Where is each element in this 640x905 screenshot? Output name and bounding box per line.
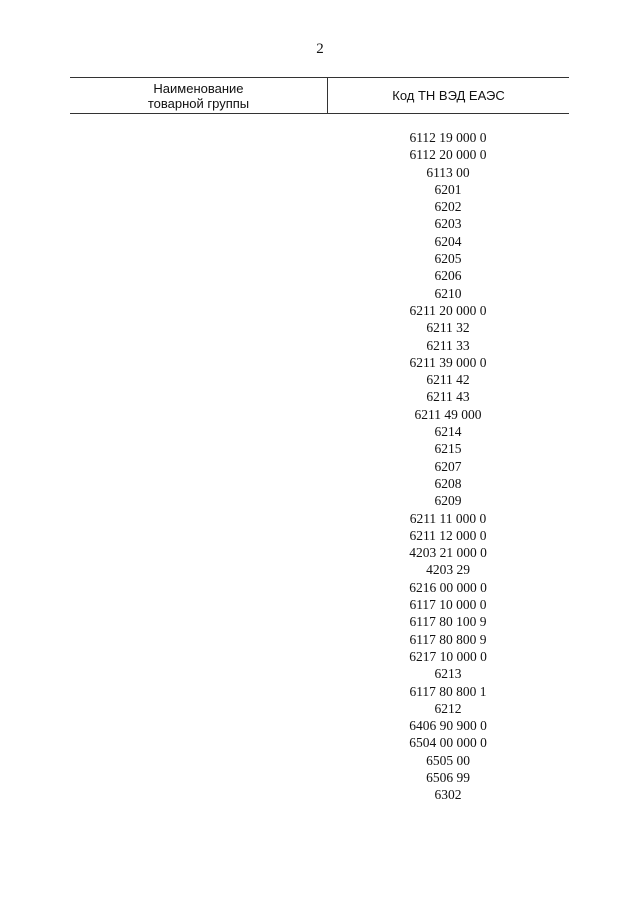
- page-number: 2: [316, 41, 324, 57]
- column-header-tn-ved-code: [328, 78, 569, 113]
- tn-ved-code-row: 6216 00 000 0: [409, 579, 487, 595]
- tn-ved-code-row: 6217 10 000 0: [409, 648, 487, 664]
- tn-ved-code-row: 6211 11 000 0: [409, 510, 487, 526]
- column-header-tn-ved-code-label: Код ТН ВЭД ЕАЭС: [392, 88, 505, 103]
- tn-ved-code-row: 6406 90 900 0: [409, 718, 487, 734]
- tn-ved-code-row: 6302: [434, 787, 462, 803]
- tn-ved-code-row: 6117 80 800 9: [409, 631, 487, 647]
- tn-ved-code-row: 6215: [434, 441, 462, 457]
- tn-ved-code-row: 6211 32: [426, 320, 470, 336]
- tn-ved-code-row: 6117 80 800 1: [409, 683, 487, 699]
- tn-ved-code-row: 6212: [434, 700, 462, 716]
- tn-ved-code-row: 6213: [434, 666, 462, 682]
- tn-ved-code-row: 6203: [434, 216, 462, 232]
- tn-ved-code-list: [327, 129, 569, 804]
- tn-ved-code-row: 6113 00: [426, 164, 470, 180]
- tn-ved-code-row: 6211 42: [426, 372, 470, 388]
- tn-ved-code-row: 6211 12 000 0: [409, 527, 487, 543]
- tn-ved-code-row: 6117 10 000 0: [409, 597, 487, 613]
- tn-ved-code-row: 6112 19 000 0: [409, 130, 487, 145]
- tn-ved-code-row: 6209: [434, 493, 462, 509]
- tn-ved-code-row: 6210: [434, 285, 462, 301]
- tn-ved-code-row: 6112 20 000 0: [409, 147, 487, 163]
- tn-ved-code-row: 6211 33: [426, 337, 470, 353]
- tn-ved-code-row: 6208: [434, 475, 462, 491]
- tn-ved-code-row: 6211 43: [426, 389, 470, 405]
- tn-ved-code-row: 6204: [434, 233, 462, 249]
- tn-ved-code-row: 6207: [434, 458, 462, 474]
- tn-ved-code-row: 6504 00 000 0: [409, 735, 487, 751]
- tn-ved-code-row: 6505 00: [426, 752, 470, 768]
- table-header: [70, 77, 569, 114]
- column-header-product-group-label: Наименование товарной группы: [147, 80, 250, 111]
- tn-ved-code-row: 6205: [434, 251, 462, 267]
- tn-ved-code-row: 6201: [434, 181, 462, 197]
- tn-ved-code-row: 4203 21 000 0: [409, 545, 487, 561]
- tn-ved-code-row: 6211 49 000: [414, 406, 482, 422]
- tn-ved-code-row: 6202: [434, 199, 462, 215]
- tn-ved-code-row: 6206: [434, 268, 462, 284]
- tn-ved-code-row: 6211 20 000 0: [409, 302, 487, 318]
- tn-ved-code-row: 6506 99: [426, 769, 470, 785]
- tn-ved-code-row: 4203 29: [426, 562, 470, 578]
- tn-ved-code-row: 6211 39 000 0: [409, 354, 487, 370]
- column-header-product-group: [70, 78, 328, 113]
- tn-ved-code-row: 6214: [434, 424, 462, 440]
- tn-ved-code-row: 6117 80 100 9: [409, 614, 487, 630]
